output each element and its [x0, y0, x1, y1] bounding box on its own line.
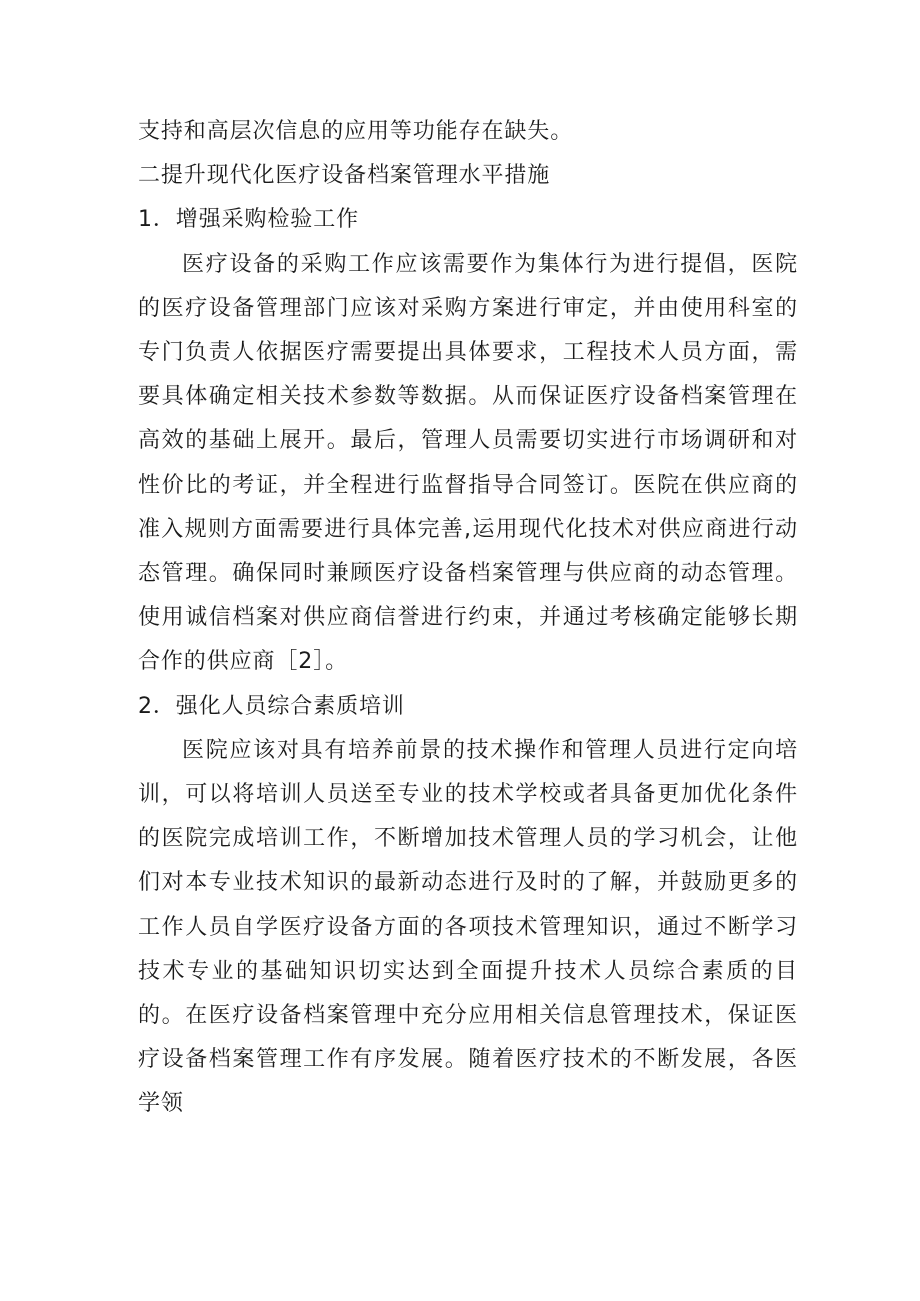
paragraph-procurement: 医疗设备的采购工作应该需要作为集体行为进行提倡，医院的医疗设备管理部门应该对采购方案进行审定，并由使用科室的专门负责人依据医疗需要提出具体要求，工程技术人员方面，需要具体确定相关技术参数等数据。从而保证医疗设备档案管理在高效的基础上展开。最后，管理人员需要切实进行市场调研和对性价比的考证，并全程进行监督指导合同签订。医院在供应商的准入规则方面需要进行具体完善,运用现代化技术对供应商进行动态管理。确保同时兼顾医疗设备档案管理与供应商的动态管理。使用诚信档案对供应商信誉进行约束，并通过考核确定能够长期合作的供应商［2］。: [138, 251, 798, 675]
section-heading: 二提升现代化医疗设备档案管理水平措施: [138, 163, 551, 189]
subheading-procurement: 1．增强采购检验工作: [138, 207, 359, 233]
subheading-training: 2．强化人员综合素质培训: [138, 693, 405, 719]
document-body: [138, 110, 798, 1127]
continuation-line: 支持和高层次信息的应用等功能存在缺失。: [138, 119, 574, 144]
paragraph-training: 医院应该对具有培养前景的技术操作和管理人员进行定向培训，可以将培训人员送至专业的技术学校或者具备更加优化条件的医院完成培训工作，不断增加技术管理人员的学习机会，让他们对本专业技术知识的最新动态进行及时的了解，并鼓励更多的工作人员自学医疗设备方面的各项技术管理知识，通过不断学习技术专业的基础知识切实达到全面提升技术人员综合素质的目的。在医疗设备档案管理中充分应用相关信息管理技术，保证医疗设备档案管理工作有序发展。随着医疗技术的不断发展，各医学领: [138, 737, 798, 1117]
